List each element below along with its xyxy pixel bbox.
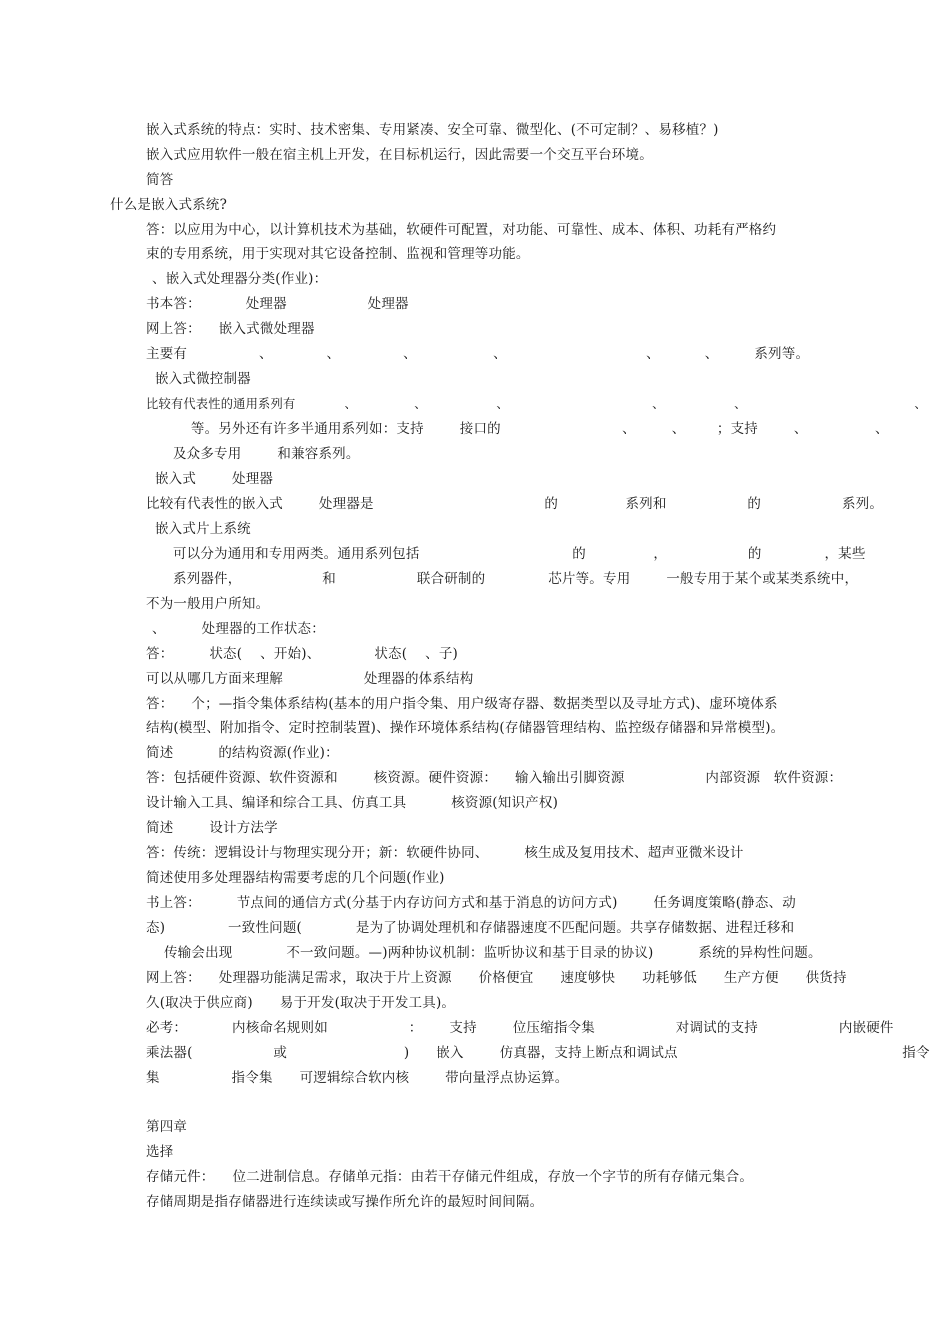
text-line: 系列器件， 和 联合研制的 芯片等。专用 一般专用于某个或某类系统中，: [146, 571, 859, 587]
question-heading: 简述 的结构资源(作业)：: [146, 745, 339, 761]
question-heading: 、嵌入式处理器分类(作业)：: [152, 271, 328, 287]
text-line: 答：传统：逻辑设计与物理实现分开；新：软硬件协同、 核生成及复用技术、超声亚微米设计: [146, 845, 744, 861]
section-heading: 简答: [146, 172, 174, 188]
text-line: 答：包括硬件资源、软件资源和 核资源。硬件资源： 输入输出引脚资源 内部资源 软件资源：: [146, 770, 843, 786]
text-line: 束的专用系统，用于实现对其它设备控制、监视和管理等功能。: [146, 246, 530, 262]
chapter-heading: 第四章: [146, 1119, 188, 1135]
question-heading: 什么是嵌入式系统?: [110, 197, 228, 213]
text-line: 嵌入式系统的特点：实时、技术密集、专用紧凑、安全可靠、微型化、(不可定制？、易移植？): [146, 122, 719, 138]
text-line: 等。另外还有许多半通用系列如：支持 接口的 、 、 ；支持 、 、: [146, 421, 889, 437]
text-line: 乘法器( 或 ) 嵌入 仿真器，支持上断点和调试点 指令: [146, 1045, 930, 1061]
text-line: 书上答： 节点间的通信方式(分基于内存访问方式和基于消息的访问方式) 任务调度策略(静态、动: [146, 895, 796, 911]
text-line: 集 指令集 可逻辑综合软内核 带向量浮点协运算。: [146, 1070, 569, 1086]
text-line: 答： 个；—指令集体系结构(基本的用户指令集、用户级寄存器、数据类型以及寻址方式)、虚环境体系: [146, 696, 778, 712]
text-line: 结构(模型、附加指令、定时控制装置)、操作环境体系结构(存储器管理结构、监控级存储器和异常模型)。: [146, 720, 785, 736]
text-line: 书本答： 处理器 处理器: [146, 296, 409, 312]
text-line: 可以分为通用和专用两类。通用系列包括 的 ， 的 ，某些: [146, 546, 866, 562]
sub-heading: 嵌入式片上系统: [146, 521, 251, 537]
text-line: 网上答： 处理器功能满足需求，取决于片上资源 价格便宜 速度够快 功耗够低 生产方便 供货持: [146, 970, 847, 986]
text-line: 态) 一致性问题( 是为了协调处理机和存储器速度不匹配问题。共享存储数据、进程迁移和: [146, 920, 795, 936]
text-line: 不为一般用户所知。: [146, 596, 270, 612]
text-line: 久(取决于供应商) 易于开发(取决于开发工具)。: [146, 995, 456, 1011]
text-line: 传输会出现 不一致问题。—)两种协议机制：监听协议和基于目录的协议) 系统的异构性问题。: [146, 945, 822, 961]
text-line: 比较有代表性的通用系列有 、 、 、 、 、 、: [146, 397, 927, 411]
text-line: 存储周期是指存储器进行连续读或写操作所允许的最短时间间隔。: [146, 1194, 544, 1210]
text-line: 嵌入式应用软件一般在宿主机上开发，在目标机运行，因此需要一个交互平台环境。: [146, 147, 653, 163]
question-heading: 、 处理器的工作状态：: [152, 621, 325, 637]
text-line: 主要有 、 、 、 、 、 、 系列等。: [146, 346, 810, 362]
sub-heading: 嵌入式 处理器: [146, 471, 274, 487]
text-line: 答：以应用为中心，以计算机技术为基础，软硬件可配置，对功能、可靠性、成本、体积、功耗有严格约: [146, 222, 777, 238]
text-line: 设计输入工具、编译和综合工具、仿真工具 核资源(知识产权): [146, 795, 559, 811]
question-heading: 简述使用多处理器结构需要考虑的几个问题(作业): [146, 870, 445, 886]
text-line: 及众多专用 和兼容系列。: [146, 446, 360, 462]
text-line: 存储元件： 位二进制信息。存储单元指：由若干存储元件组成，存放一个字节的所有存储元集合。: [146, 1169, 754, 1185]
text-line: 答： 状态( 、开始)、 状态( 、子): [146, 646, 459, 662]
section-heading: 选择: [146, 1144, 174, 1160]
text-line: 网上答： 嵌入式微处理器: [146, 321, 315, 337]
sub-heading: 嵌入式微控制器: [146, 371, 251, 387]
question-heading: 简述 设计方法学: [146, 820, 278, 836]
text-line: 比较有代表性的嵌入式 处理器是 的 系列和 的 系列。: [146, 496, 884, 512]
question-heading: 可以从哪几方面来理解 处理器的体系结构: [146, 671, 474, 687]
text-line: 必考： 内核命名规则如 ： 支持 位压缩指令集 对调试的支持 内嵌硬件: [146, 1020, 894, 1036]
